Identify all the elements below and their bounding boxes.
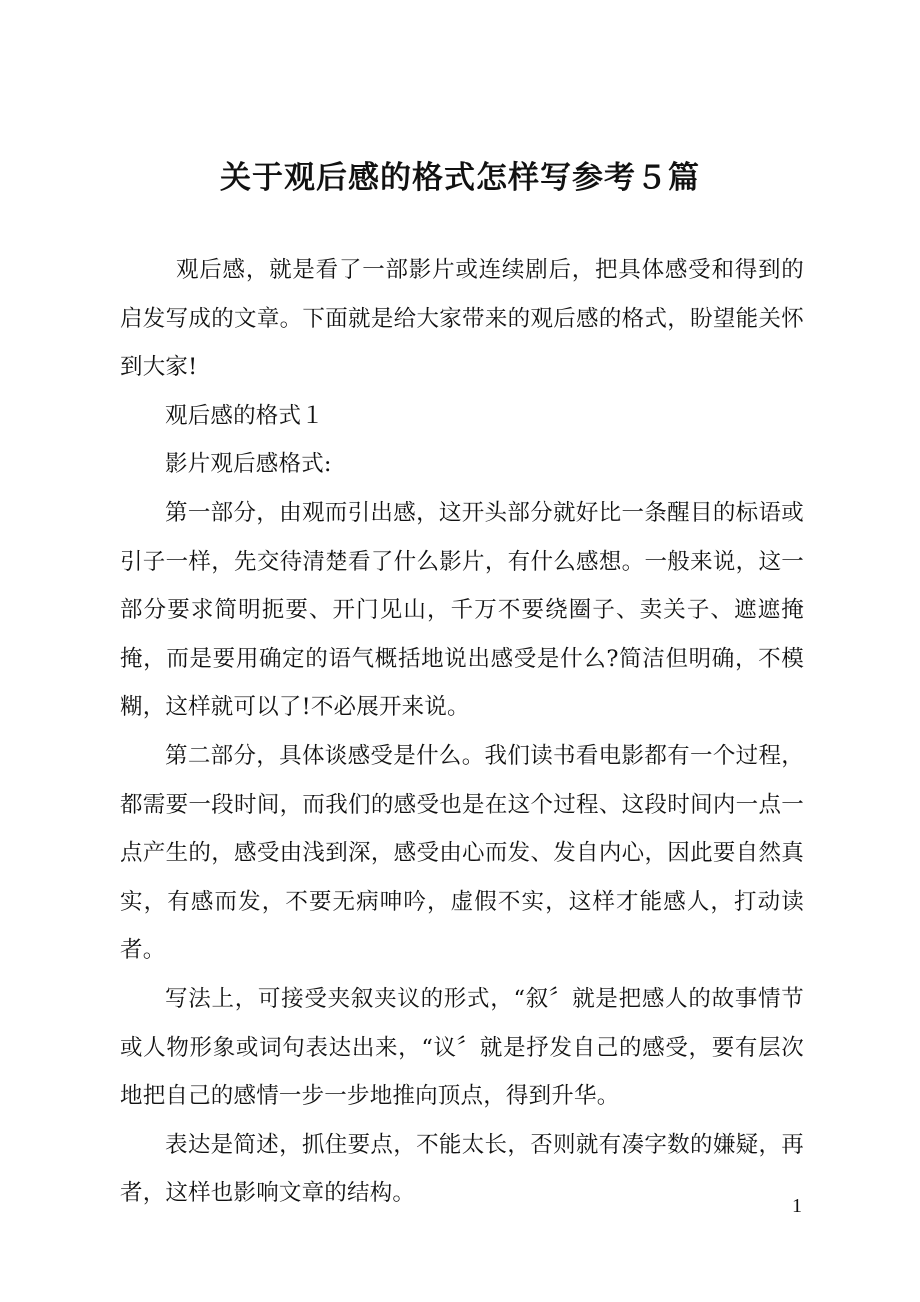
paragraph: 写法上，可接受夹叙夹议的形式，“叙〞就是把感人的故事情节或人物形象或词句表达出来，“议〞就是抒发自己的感受，要有层次地把自己的感情一步一步地推向顶点，得到升华。 [120, 985, 804, 1110]
document-title: 关于观后感的格式怎样写参考５篇 [220, 160, 700, 196]
section-heading: 观后感的格式１ [165, 402, 324, 429]
paragraph: 第二部分，具体谈感受是什么。我们读书看电影都有一个过程，都需要一段时间，而我们的感受也是在这个过程、这段时间内一点一点产生的，感受由浅到深，感受由心而发、发自内心，因此要自然真实，有感而发，不要无病呻吟，虚假不实，这样才能感人，打动读者。 [120, 742, 804, 964]
paragraph-intro: 观后感，就是看了一部影片或连续剧后，把具体感受和得到的启发写成的文章。下面就是给大家带来的观后感的格式，盼望能关怀到大家! [120, 257, 804, 381]
page-number: 1 [792, 1195, 802, 1217]
paragraph: 表达是简述，抓住要点，不能太长，否则就有凑字数的嫌疑，再者，这样也影响文章的结构。 [120, 1131, 804, 1207]
document-body [120, 246, 804, 1218]
paragraph: 第一部分，由观而引出感，这开头部分就好比一条醒目的标语或引子一样，先交待清楚看了什么影片，有什么感想。一般来说，这一部分要求简明扼要、开门见山，千万不要绕圈子、卖关子、遮遮掩掩，而是要用确定的语气概括地说出感受是什么?简洁但明确，不模糊，这样就可以了!不必展开来说。 [120, 499, 804, 721]
subheading: 影片观后感格式: [165, 451, 332, 478]
